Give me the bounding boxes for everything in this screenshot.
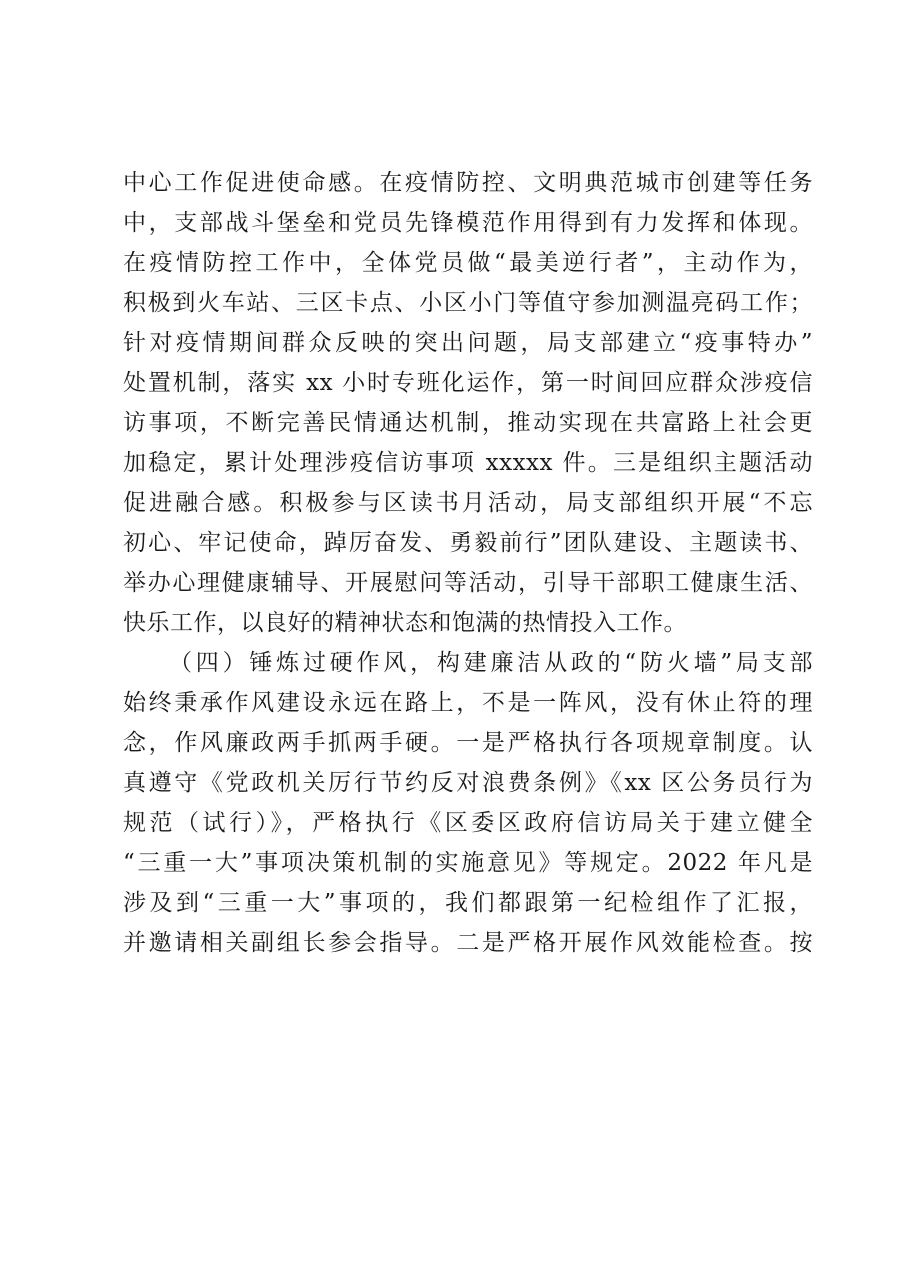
text-line: 始终秉承作风建设永远在路上，不是一阵风，没有休止符的理 [123, 690, 813, 716]
text-line: 真遵守《党政机关厉行节约反对浪费条例》《xx 区公务员行为 [123, 770, 813, 796]
text-line: 积极到火车站、三区卡点、小区小门等值守参加测温亮码工作； [123, 290, 813, 316]
text-line: “三重一大”事项决策机制的实施意见》等规定。2022 年凡是 [123, 850, 813, 876]
section-heading-line: （四）锤炼过硬作风，构建廉洁从政的“防火墙”局支部 [169, 650, 813, 676]
text-line: 处置机制，落实 xx 小时专班化运作，第一时间回应群众涉疫信 [123, 370, 813, 396]
text-line: 访事项，不断完善民情通达机制，推动实现在共富路上社会更 [123, 410, 813, 436]
text-line: 念，作风廉政两手抓两手硬。一是严格执行各项规章制度。认 [123, 730, 813, 756]
text-line: 中，支部战斗堡垒和党员先锋模范作用得到有力发挥和体现。 [123, 210, 813, 236]
text-line: 规范（试行）》，严格执行《区委区政府信访局关于建立健全 [123, 810, 813, 836]
text-line: 促进融合感。积极参与区读书月活动，局支部组织开展“不忘 [123, 490, 813, 516]
text-line: 在疫情防控工作中，全体党员做“最美逆行者”，主动作为， [123, 250, 813, 276]
text-line: 快乐工作，以良好的精神状态和饱满的热情投入工作。 [123, 610, 687, 636]
text-line: 初心、牢记使命，踔厉奋发、勇毅前行”团队建设、主题读书、 [123, 530, 813, 556]
text-line: 举办心理健康辅导、开展慰问等活动，引导干部职工健康生活、 [123, 570, 813, 596]
text-line: 并邀请相关副组长参会指导。二是严格开展作风效能检查。按 [123, 930, 813, 956]
text-line: 涉及到“三重一大”事项的，我们都跟第一纪检组作了汇报， [123, 890, 813, 916]
text-line: 针对疫情期间群众反映的突出问题，局支部建立“疫事特办” [123, 330, 813, 356]
text-line: 加稳定，累计处理涉疫信访事项 xxxxx 件。三是组织主题活动 [123, 450, 813, 476]
text-line: 中心工作促进使命感。在疫情防控、文明典范城市创建等任务 [123, 170, 813, 196]
body-text [123, 163, 813, 963]
